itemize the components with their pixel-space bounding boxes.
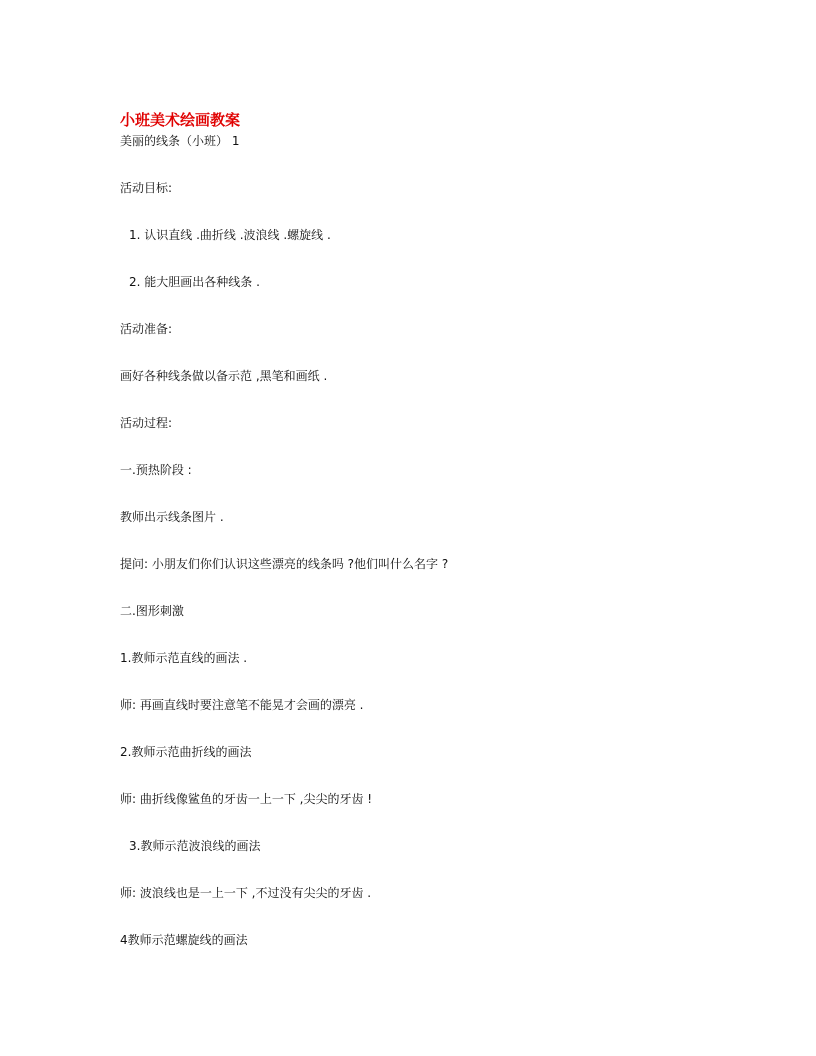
section-heading-goals: 活动目标: xyxy=(120,181,173,195)
paragraph-show-pictures: 教师出示线条图片 . xyxy=(120,510,224,524)
goal-item-1: 1. 认识直线 .曲折线 .波浪线 .螺旋线 . xyxy=(129,228,331,242)
paragraph-straight-line-demo: 1.教师示范直线的画法 . xyxy=(120,651,248,665)
section-heading-preparation: 活动准备: xyxy=(120,322,173,336)
paragraph-zigzag-note: 师: 曲折线像鲨鱼的牙齿一上一下 ,尖尖的牙齿 ! xyxy=(120,792,373,806)
paragraph-zigzag-demo: 2.教师示范曲折线的画法 xyxy=(120,745,252,759)
step-heading-stimulus: 二.图形刺激 xyxy=(120,604,184,618)
document-title: 小班美术绘画教案 xyxy=(120,111,241,129)
paragraph-wave-demo: 3.教师示范波浪线的画法 xyxy=(129,839,261,853)
preparation-text: 画好各种线条做以备示范 ,黑笔和画纸 . xyxy=(120,369,328,383)
step-heading-warmup: 一.预热阶段 : xyxy=(120,463,192,477)
goal-item-2: 2. 能大胆画出各种线条 . xyxy=(129,275,260,289)
paragraph-question: 提问: 小朋友们你们认识这些漂亮的线条吗 ?他们叫什么名字 ? xyxy=(120,557,449,571)
paragraph-straight-line-note: 师: 再画直线时要注意笔不能晃才会画的漂亮 . xyxy=(120,698,364,712)
paragraph-wave-note: 师: 波浪线也是一上一下 ,不过没有尖尖的牙齿 . xyxy=(120,886,372,900)
paragraph-spiral-demo: 4教师示范螺旋线的画法 xyxy=(120,933,248,947)
section-heading-process: 活动过程: xyxy=(120,416,173,430)
document-subtitle: 美丽的线条（小班） 1 xyxy=(120,134,240,148)
